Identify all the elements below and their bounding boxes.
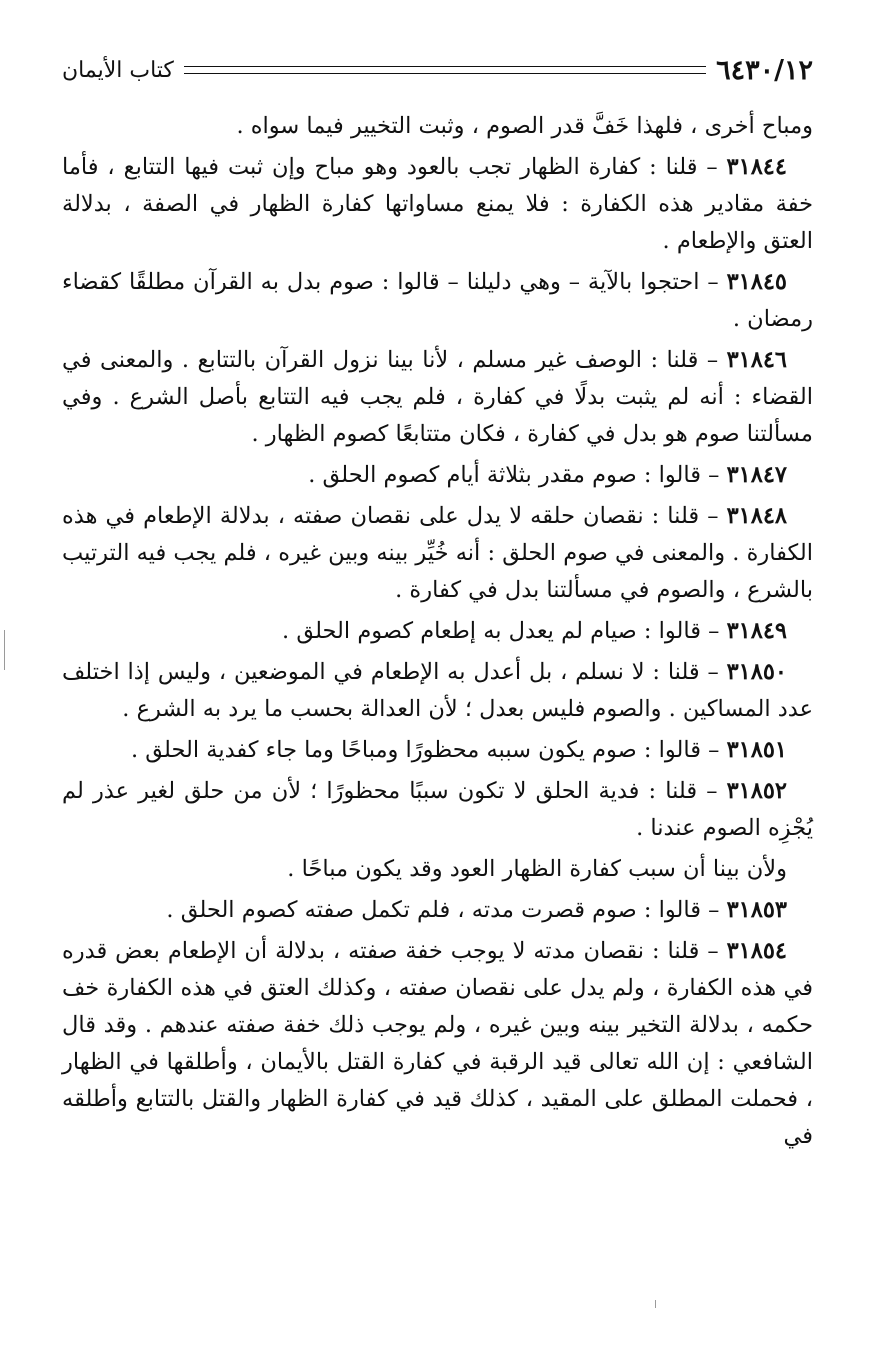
- paragraph-number: ٣١٨٥٠: [726, 659, 787, 685]
- paragraph: [62, 498, 813, 609]
- paragraph: [62, 108, 813, 145]
- header-rule: [184, 66, 706, 74]
- body-text: [62, 108, 813, 1159]
- paragraph: [62, 613, 813, 650]
- paragraph: [62, 654, 813, 728]
- paragraph-number: ٣١٨٥١: [726, 737, 787, 763]
- paragraph: [62, 342, 813, 453]
- paragraph-text: – احتجوا بالآية – وهي دليلنا – قالوا : صوم بدل به القرآن مطلقًا كقضاء رمضان .: [62, 269, 813, 332]
- paragraph-number: ٣١٨٤٦: [726, 347, 787, 373]
- paragraph: [62, 933, 813, 1155]
- paragraph: [62, 457, 813, 494]
- paragraph-number: ٣١٨٤٥: [726, 269, 787, 295]
- paragraph: [62, 149, 813, 260]
- paragraph-text: – قلنا : الوصف غير مسلم ، لأنا بينا نزول القرآن بالتتابع . والمعنى في القضاء : أنه لم يثبت بدلًا في كفارة ، فلم يجب فيه التتابع بأصل الشرع . وفي مسألتنا صوم هو بدل في كفارة ، فكان متتابعًا كصوم الظهار .: [62, 347, 813, 447]
- paragraph-text: – قالوا : صوم قصرت مدته ، فلم تكمل صفته كصوم الحلق .: [166, 897, 720, 923]
- book-title: كتاب الأيمان: [62, 57, 174, 83]
- page-number: ٦٤٣٠/١٢: [716, 54, 813, 86]
- paragraph-text: – قالوا : صوم يكون سببه محظورًا ومباحًا وما جاء كفدية الحلق .: [130, 737, 720, 763]
- paragraph-text: – قلنا : نقصان حلقه لا يدل على نقصان صفته ، بدلالة الإطعام في هذه الكفارة . والمعنى في صوم الحلق : أنه خُيِّر بينه وبين غيره ، فلم يجب فيه الترتيب بالشرع ، والصوم في مسألتنا بدل في كفارة .: [62, 503, 813, 603]
- paragraph: [62, 264, 813, 338]
- paragraph-number: ٣١٨٥٢: [726, 778, 788, 804]
- paragraph-text: – قالوا : صيام لم يعدل به إطعام كصوم الحلق .: [282, 618, 720, 644]
- page-header: [62, 52, 813, 88]
- paragraph-text: – قلنا : لا نسلم ، بل أعدل به الإطعام في الموضعين ، وليس إذا اختلف عدد المساكين . والصوم فليس بعدل ؛ لأن العدالة بحسب ما يرد به الشرع .: [62, 659, 813, 722]
- paragraph-number: ٣١٨٤٧: [726, 462, 787, 488]
- paragraph-number: ٣١٨٤٨: [726, 503, 787, 529]
- paragraph: [62, 851, 813, 888]
- paragraph-text: ومباح أخرى ، فلهذا خَفَّ قدر الصوم ، وثبت التخيير فيما سواه .: [236, 113, 813, 139]
- paragraph: [62, 892, 813, 929]
- paragraph-number: ٣١٨٥٤: [726, 938, 788, 964]
- paragraph: [62, 732, 813, 769]
- paragraph-number: ٣١٨٤٩: [726, 618, 787, 644]
- scan-speck-mark: [655, 1300, 656, 1308]
- scan-edge-mark: [4, 630, 5, 670]
- paragraph: [62, 773, 813, 847]
- paragraph-number: ٣١٨٥٣: [726, 897, 787, 923]
- paragraph-text: – قالوا : صوم مقدر بثلاثة أيام كصوم الحلق .: [308, 462, 720, 488]
- paragraph-number: ٣١٨٤٤: [726, 154, 787, 180]
- paragraph-text: – قلنا : نقصان مدته لا يوجب خفة صفته ، بدلالة أن الإطعام بعض قدره في هذه الكفارة ، ولم يدل على نقصان صفته ، وكذلك العتق في هذه الكفارة خف حكمه ، بدلالة التخير بينه وبين غيره ، ولم يوجب ذلك خفة صفته عندهم . وقد قال الشافعي : إن الله تعالى قيد الرقبة في كفارة القتل بالأيمان ، وأطلقها في الظهار ، فحملت المطلق على المقيد ، كذلك قيد في كفارة الظهار والقتل بالتتابع وأطلقه في: [62, 938, 813, 1149]
- paragraph-text: – قلنا : كفارة الظهار تجب بالعود وهو مباح وإن ثبت فيها التتابع ، فأما خفة مقادير هذه الكفارة : فلا يمنع مساواتها كفارة الظهار في الصفة ، بدلالة العتق والإطعام .: [62, 154, 813, 254]
- paragraph-text: – قلنا : فدية الحلق لا تكون سببًا محظورًا ؛ لأن من حلق لغير عذر لم يُجْزِه الصوم عندنا .: [62, 778, 813, 841]
- paragraph-text: ولأن بينا أن سبب كفارة الظهار العود وقد يكون مباحًا .: [287, 856, 787, 882]
